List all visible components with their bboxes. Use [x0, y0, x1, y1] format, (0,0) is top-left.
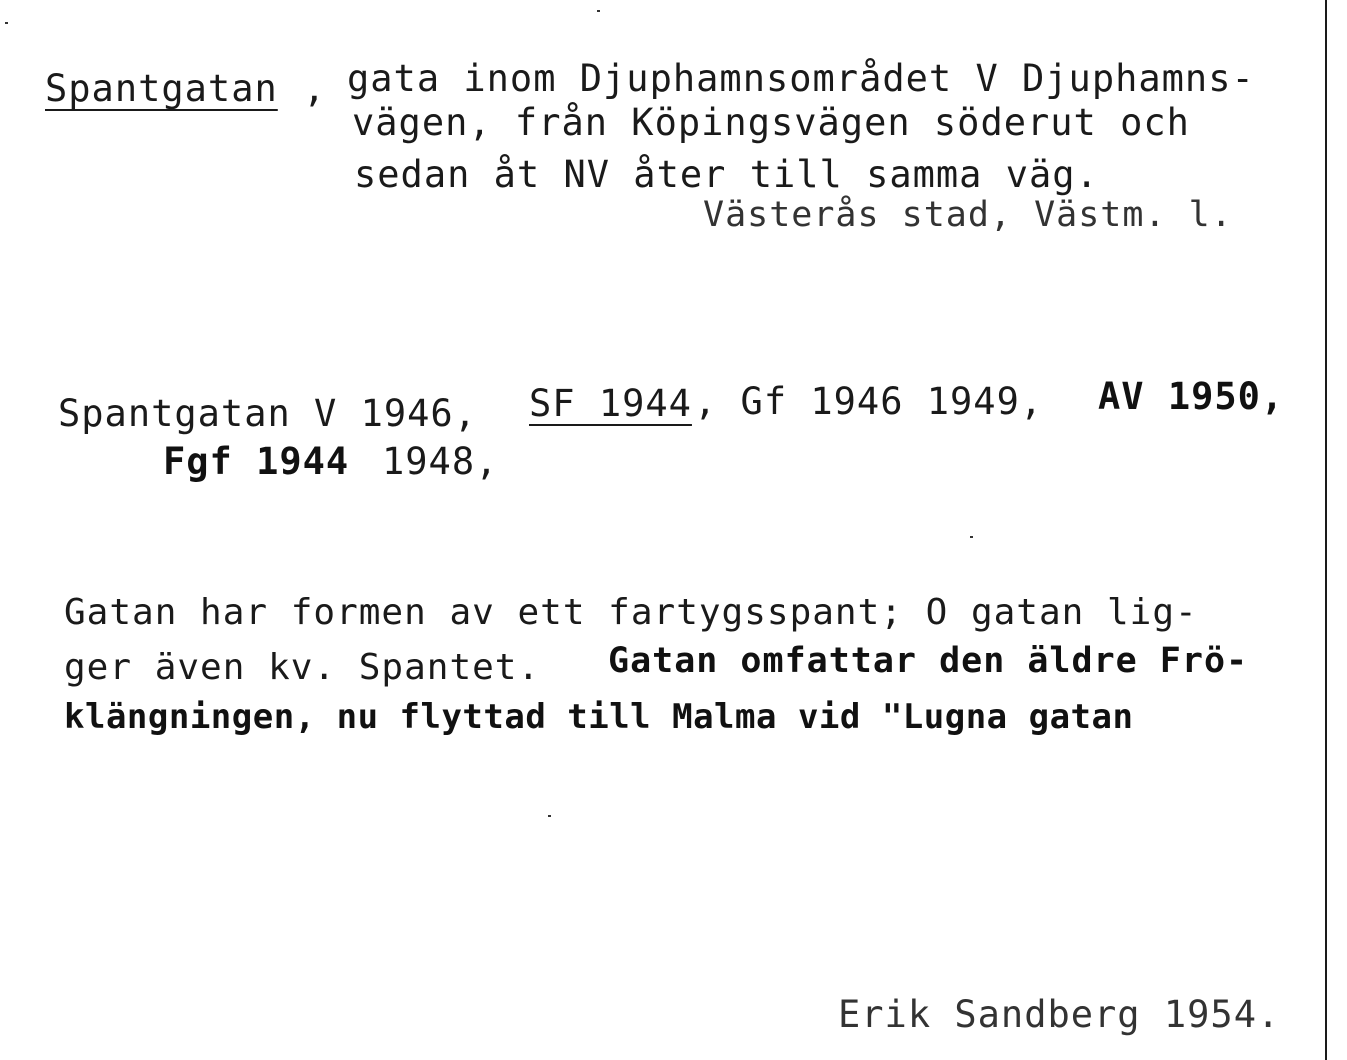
definition-line-1: gata inom Djuphamnsområdet V Djuphamns- — [347, 57, 1255, 100]
note-line-3: klängningen, nu flyttad till Malma vid "Lugna gatan — [64, 697, 1134, 737]
headword: Spantgatan — [45, 67, 278, 110]
note-line-2-bold: Gatan omfattar den äldre Frö- — [608, 641, 1249, 681]
speck — [597, 10, 600, 12]
note-line-2-start: ger även kv. Spantet. — [64, 647, 541, 688]
sources-line-2-end: 1948, — [382, 440, 499, 483]
definition-line-2: vägen, från Köpingsvägen söderut och — [352, 101, 1190, 144]
definition-line-3: sedan åt NV åter till samma väg. — [354, 153, 1099, 196]
signature: Erik Sandberg 1954. — [838, 993, 1281, 1036]
speck — [5, 22, 8, 24]
source-av: AV 1950, — [1098, 375, 1285, 418]
note-line-1: Gatan har formen av ett fartygsspant; O gatan lig- — [64, 592, 1198, 633]
sources-line-1-middle: , Gf 1946 1949, — [694, 380, 1044, 423]
source-fgf: Fgf 1944 — [163, 440, 350, 483]
location: Västerås stad, Västm. l. — [703, 195, 1233, 235]
source-sf: SF 1944 — [529, 382, 692, 425]
sources-line-1-start: Spantgatan V 1946, — [58, 392, 477, 435]
speck — [970, 536, 973, 538]
headword-separator: , — [303, 67, 327, 110]
speck — [548, 815, 551, 817]
card-edge-line — [1325, 0, 1327, 1060]
